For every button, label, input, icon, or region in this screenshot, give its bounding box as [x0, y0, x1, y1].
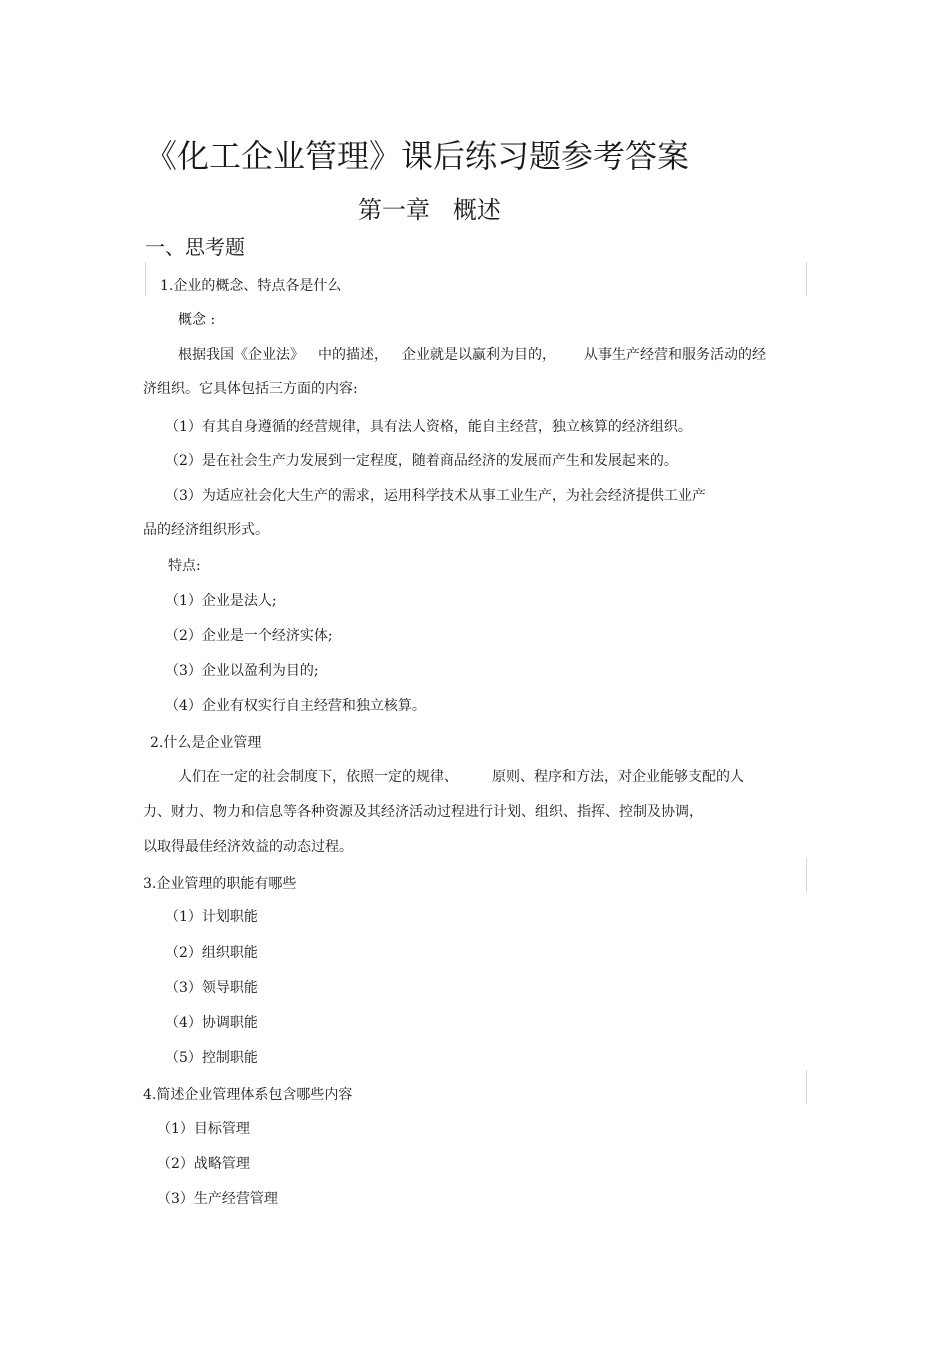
text-run: 原则、程序和方法，对企业能够支配的人 [492, 769, 744, 785]
text-run: 从事生产经营和服务活动的经 [584, 347, 766, 363]
concept-paragraph-line1 [178, 346, 766, 364]
feature-item-4: （4）企业有权实行自主经营和独立核算。 [165, 698, 426, 714]
function-item-3: （3）领导职能 [165, 980, 258, 996]
feature-item-1: （1）企业是法人; [165, 593, 277, 609]
text-run: 企业就是以赢利为目的， [402, 347, 556, 363]
margin-rule [806, 262, 807, 296]
concept-item-3-continued: 品的经济组织形式。 [143, 522, 269, 538]
system-item-2: （2）战略管理 [157, 1156, 250, 1172]
text-run: 根据我国《企业法》 [178, 347, 304, 363]
system-item-1: （1）目标管理 [157, 1121, 250, 1137]
question-3: 3.企业管理的职能有哪些 [143, 876, 297, 892]
concept-item-2: （2）是在社会生产力发展到一定程度，随着商品经济的发展而产生和发展起来的。 [165, 453, 678, 469]
question-1: 1.企业的概念、特点各是什么 [160, 278, 342, 294]
feature-label: 特点: [168, 558, 201, 574]
function-item-4: （4）协调职能 [165, 1015, 258, 1031]
section-heading: 一、思考题 [145, 235, 245, 259]
concept-item-3: （3）为适应社会化大生产的需求，运用科学技术从事工业生产，为社会经济提供工业产 [165, 488, 706, 504]
system-item-3: （3）生产经营管理 [157, 1191, 278, 1207]
margin-rule [806, 1070, 807, 1104]
margin-rule [806, 858, 807, 892]
document-title: 《化工企业管理》课后练习题参考答案 [145, 137, 690, 175]
text-run: 人们在一定的社会制度下，依照一定的规律、 [178, 769, 458, 785]
concept-label: 概念 : [178, 312, 216, 328]
definition-line3: 以取得最佳经济效益的动态过程。 [143, 839, 353, 855]
definition-line2: 力、财力、物力和信息等各种资源及其经济活动过程进行计划、组织、指挥、控制及协调， [143, 804, 703, 820]
feature-item-2: （2）企业是一个经济实体; [165, 628, 333, 644]
feature-item-3: （3）企业以盈利为目的; [165, 663, 319, 679]
chapter-heading: 第一章 概述 [358, 196, 501, 224]
question-4: 4.简述企业管理体系包含哪些内容 [143, 1087, 353, 1103]
definition-line1 [178, 768, 744, 786]
question-2: 2.什么是企业管理 [150, 735, 262, 751]
concept-item-1: （1）有其自身遵循的经营规律，具有法人资格，能自主经营，独立核算的经济组织。 [165, 419, 692, 435]
concept-paragraph-line2: 济组织。它具体包括三方面的内容: [143, 381, 358, 397]
function-item-1: （1）计划职能 [165, 909, 258, 925]
margin-rule [145, 262, 146, 296]
function-item-2: （2）组织职能 [165, 945, 258, 961]
text-run: 中的描述， [318, 347, 388, 363]
function-item-5: （5）控制职能 [165, 1050, 258, 1066]
